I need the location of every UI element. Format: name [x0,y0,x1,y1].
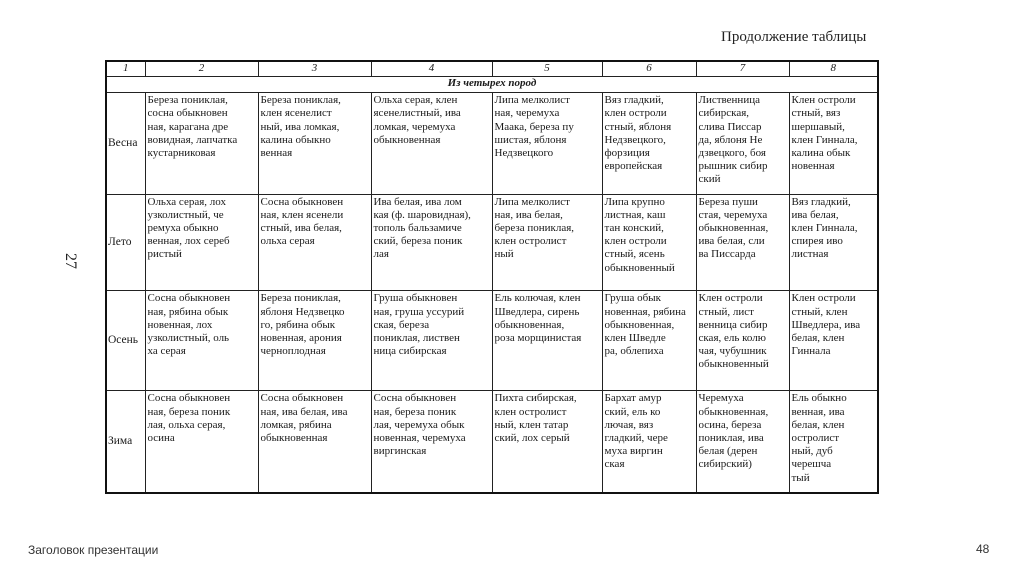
table-cell: Сосна обыкновен ная, рябина обык новенная, лох узколистный, оль ха серая [145,291,258,391]
table-cell: Липа мелколист ная, черемуха Маака, береза пу шистая, яблоня Недзвецкого [492,93,602,195]
season-label: Весна [106,93,145,195]
column-number: 8 [789,61,878,77]
group-title-row [106,77,878,93]
plant-species-table [105,60,879,494]
table-cell: Липа мелколист ная, ива белая, береза пониклая, клен остролист ный [492,194,602,291]
table-cell: Береза пониклая, клен ясенелист ный, ива ломкая, калина обыкно венная [258,93,371,195]
column-number-row [106,61,878,77]
table-cell: Вяз гладкий, клен остроли стный, яблоня Недзвецкого, форзиция европейская [602,93,696,195]
table-cell: Ель обыкно венная, ива белая, клен остролист ный, дуб черешча тый [789,391,878,493]
table-cell: Липа крупно листная, каш тан конский, клен остроли стный, ясень обыкновенный [602,194,696,291]
column-number: 3 [258,61,371,77]
column-number: 4 [371,61,492,77]
table-row [106,194,878,291]
table-cell: Клен остроли стный, клен Шведлера, ива белая, клен Гиннала [789,291,878,391]
column-number: 5 [492,61,602,77]
table-cell: Береза пуши стая, черемуха обыкновенная, ива белая, сли ва Писсарда [696,194,789,291]
table-cell: Лиственница сибирская, слива Писсар да, яблоня Не дзвецкого, боя рышник сибир ский [696,93,789,195]
table-cell: Ольха серая, клен ясенелистный, ива ломкая, черемуха обыкновенная [371,93,492,195]
season-label: Зима [106,391,145,493]
table-cell: Черемуха обыкновенная, осина, береза пониклая, ива белая (дерен сибирский) [696,391,789,493]
table-cell: Береза пониклая, яблоня Недзвецко го, рябина обык новенная, арония черноплодная [258,291,371,391]
group-title: Из четырех пород [106,77,878,93]
season-label: Лето [106,194,145,291]
table-cell: Ольха серая, лох узколистный, че ремуха обыкно венная, лох сереб ристый [145,194,258,291]
table-continuation-label: Продолжение таблицы [721,29,867,45]
slide-number: 48 [976,542,990,556]
table-cell: Сосна обыкновен ная, береза поник лая, черемуха обык новенная, черемуха виргинская [371,391,492,493]
table-cell: Груша обык новенная, рябина обыкновенная, клен Шведле ра, облепиха [602,291,696,391]
vertical-page-number: 27 [62,253,79,269]
table-cell: Сосна обыкновен ная, ива белая, ива ломкая, рябина обыкновенная [258,391,371,493]
table-row [106,291,878,391]
column-number: 6 [602,61,696,77]
season-label: Осень [106,291,145,391]
column-number: 7 [696,61,789,77]
table-cell: Сосна обыкновен ная, береза поник лая, ольха серая, осина [145,391,258,493]
table-row [106,391,878,493]
table-cell: Клен остроли стный, лист венница сибир ская, ель колю чая, чубушник обыкновенный [696,291,789,391]
table-cell: Пихта сибирская, клен остролист ный, клен татар ский, лох серый [492,391,602,493]
table-cell: Береза пониклая, сосна обыкновен ная, карагана дре вовидная, лапчатка кустарниковая [145,93,258,195]
table-cell: Сосна обыкновен ная, клен ясенели стный, ива белая, ольха серая [258,194,371,291]
table-cell: Бархат амур ский, ель ко лючая, вяз гладкий, чере муха виргин ская [602,391,696,493]
presentation-title: Заголовок презентации [28,543,159,557]
column-number: 2 [145,61,258,77]
column-number: 1 [106,61,145,77]
table-cell: Груша обыкновен ная, груша уссурий ская, береза пониклая, листвен ница сибирская [371,291,492,391]
table-row [106,93,878,195]
table-cell: Вяз гладкий, ива белая, клен Гиннала, спирея иво листная [789,194,878,291]
table-cell: Клен остроли стный, вяз шершавый, клен Гиннала, калина обык новенная [789,93,878,195]
table-cell: Ива белая, ива лом кая (ф. шаровидная), тополь бальзамиче ский, береза поник лая [371,194,492,291]
table-cell: Ель колючая, клен Шведлера, сирень обыкновенная, роза морщинистая [492,291,602,391]
